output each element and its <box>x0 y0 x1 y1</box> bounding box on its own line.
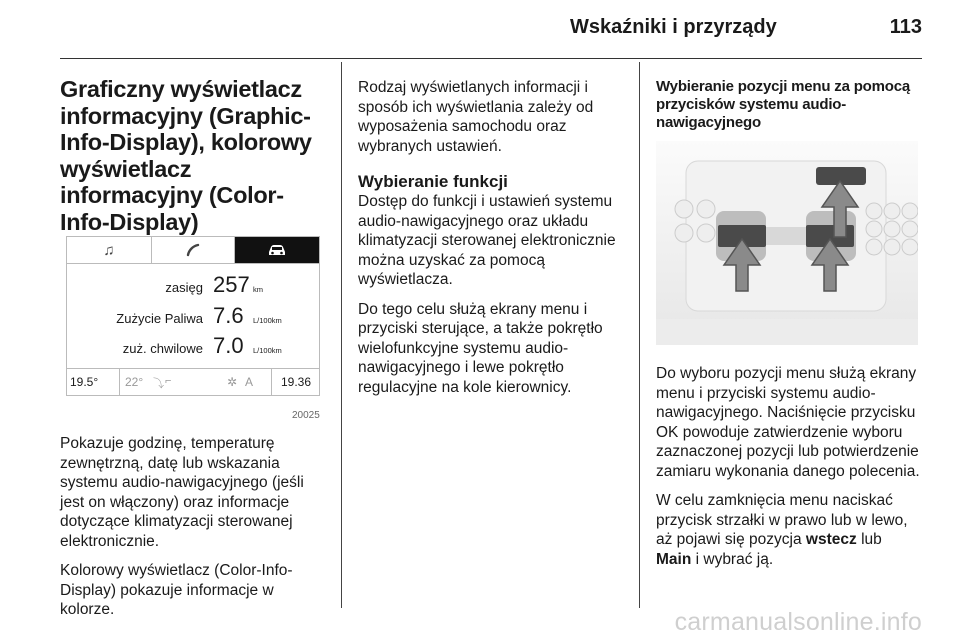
range-unit: km <box>253 285 263 294</box>
car-icon <box>267 243 287 257</box>
right-paragraph-2-start: W celu zamknięcia menu naciskać przycisk strzałki w prawo lub w lewo, aż pojawi się pozycja <box>656 492 908 548</box>
right-paragraph-1: Do wyboru pozycji menu służą ekrany menu i przyciski systemu audio-nawigacyjnego. Naciśnięcie przycisku OK powoduje zatwierdzenie wyboru zaznaczonej pozycji lub potwierdzenie zamiaru wykonania danego polecenia. <box>656 365 920 480</box>
avg-consumption-label: Zużycie Paliwa <box>116 311 203 326</box>
display-tab-vehicle <box>235 237 319 263</box>
right-heading: Wybieranie pozycji menu za pomocą przycisków systemu audio-nawigacyjnego <box>656 78 911 131</box>
page-number: 113 <box>889 16 922 38</box>
range-value: 257 <box>213 272 250 297</box>
phone-icon <box>185 242 201 258</box>
right-paragraph-2-end: i wybrać ją. <box>691 550 774 568</box>
column-divider-2 <box>639 62 640 608</box>
audio-panel-figure <box>656 141 918 345</box>
ac-mode: A <box>245 375 254 389</box>
display-top-bar <box>67 237 319 264</box>
audio-panel-illustration <box>656 141 918 345</box>
display-row-avg-consumption <box>83 303 289 329</box>
display-bottom-bar <box>67 368 319 395</box>
right-column-text <box>656 364 928 579</box>
seat-icon: ⌐ <box>165 375 172 387</box>
section-title: Graficzny wyświetlacz informacyjny (Graphic-Info-Display), kolorowy wyświetlacz informacyjny (Color-Info-Display) <box>60 76 312 235</box>
header-rule <box>60 58 922 59</box>
avg-consumption-value: 7.6 <box>213 303 244 328</box>
display-row-instant-consumption <box>83 333 289 359</box>
info-display-figure <box>66 236 320 396</box>
instant-consumption-unit: L/100km <box>253 346 282 355</box>
column-divider-1 <box>341 62 342 608</box>
instant-consumption-value: 7.0 <box>213 333 244 358</box>
watermark: carmanualsonline.info <box>674 608 922 636</box>
back-keyword: wstecz <box>805 531 857 548</box>
left-column-text <box>60 434 330 630</box>
middle-paragraph-3: Do tego celu służą ekrany menu i przyciski sterujące, a także pokrętło wielofunkcyjne systemu audio-nawigacyjnego i lewe pokrętło regulacyjne na kole kierownicy. <box>358 300 603 396</box>
figure-number: 20025 <box>292 410 320 421</box>
display-tab-phone <box>152 237 234 263</box>
right-paragraph-2 <box>656 491 928 569</box>
airflow-icon: ⤵ <box>153 378 164 390</box>
left-paragraph-1: Pokazuje godzinę, temperaturę zewnętrzną, datę lub wskazania systemu audio-nawigacyjnego (jeśli jest on włączony) oraz informacje dotyczące klimatyzacji sterowanej elektronicznie. <box>60 435 304 550</box>
display-row-range <box>83 272 289 298</box>
right-heading-block <box>656 78 928 132</box>
instant-consumption-label: zuż. chwilowe <box>122 341 203 356</box>
header-section: Wskaźniki i przyrządy <box>570 16 777 38</box>
outside-temperature: 19.5° <box>70 375 99 389</box>
middle-heading: Wybieranie funkcji <box>358 172 508 191</box>
middle-paragraph-1: Rodzaj wyświetlanych informacji i sposób ich wyświetlania zależy od wyposażenia samochodu oraz wybranych ustawień. <box>358 79 594 155</box>
set-temperature: 22° <box>125 375 144 389</box>
clock: 19.36 <box>281 375 312 389</box>
display-tab-audio <box>67 237 151 263</box>
music-note-icon: ♫ <box>103 241 115 259</box>
main-keyword: Main <box>656 550 692 568</box>
range-label: zasięg <box>165 280 203 295</box>
fan-icon: ✲ <box>227 375 238 389</box>
left-paragraph-2: Kolorowy wyświetlacz (Color-Info-Display) pokazuje informacje w kolorze. <box>60 562 293 618</box>
middle-paragraph-2: Dostęp do funkcji i ustawień systemu audio-nawigacyjnego oraz układu klimatyzacji sterowanej elektronicznie można uzyskać za pomocą wyświetlacza. <box>358 193 616 288</box>
middle-column-text <box>358 78 630 407</box>
right-paragraph-2-mid: lub <box>856 531 882 548</box>
avg-consumption-unit: L/100km <box>253 316 282 325</box>
